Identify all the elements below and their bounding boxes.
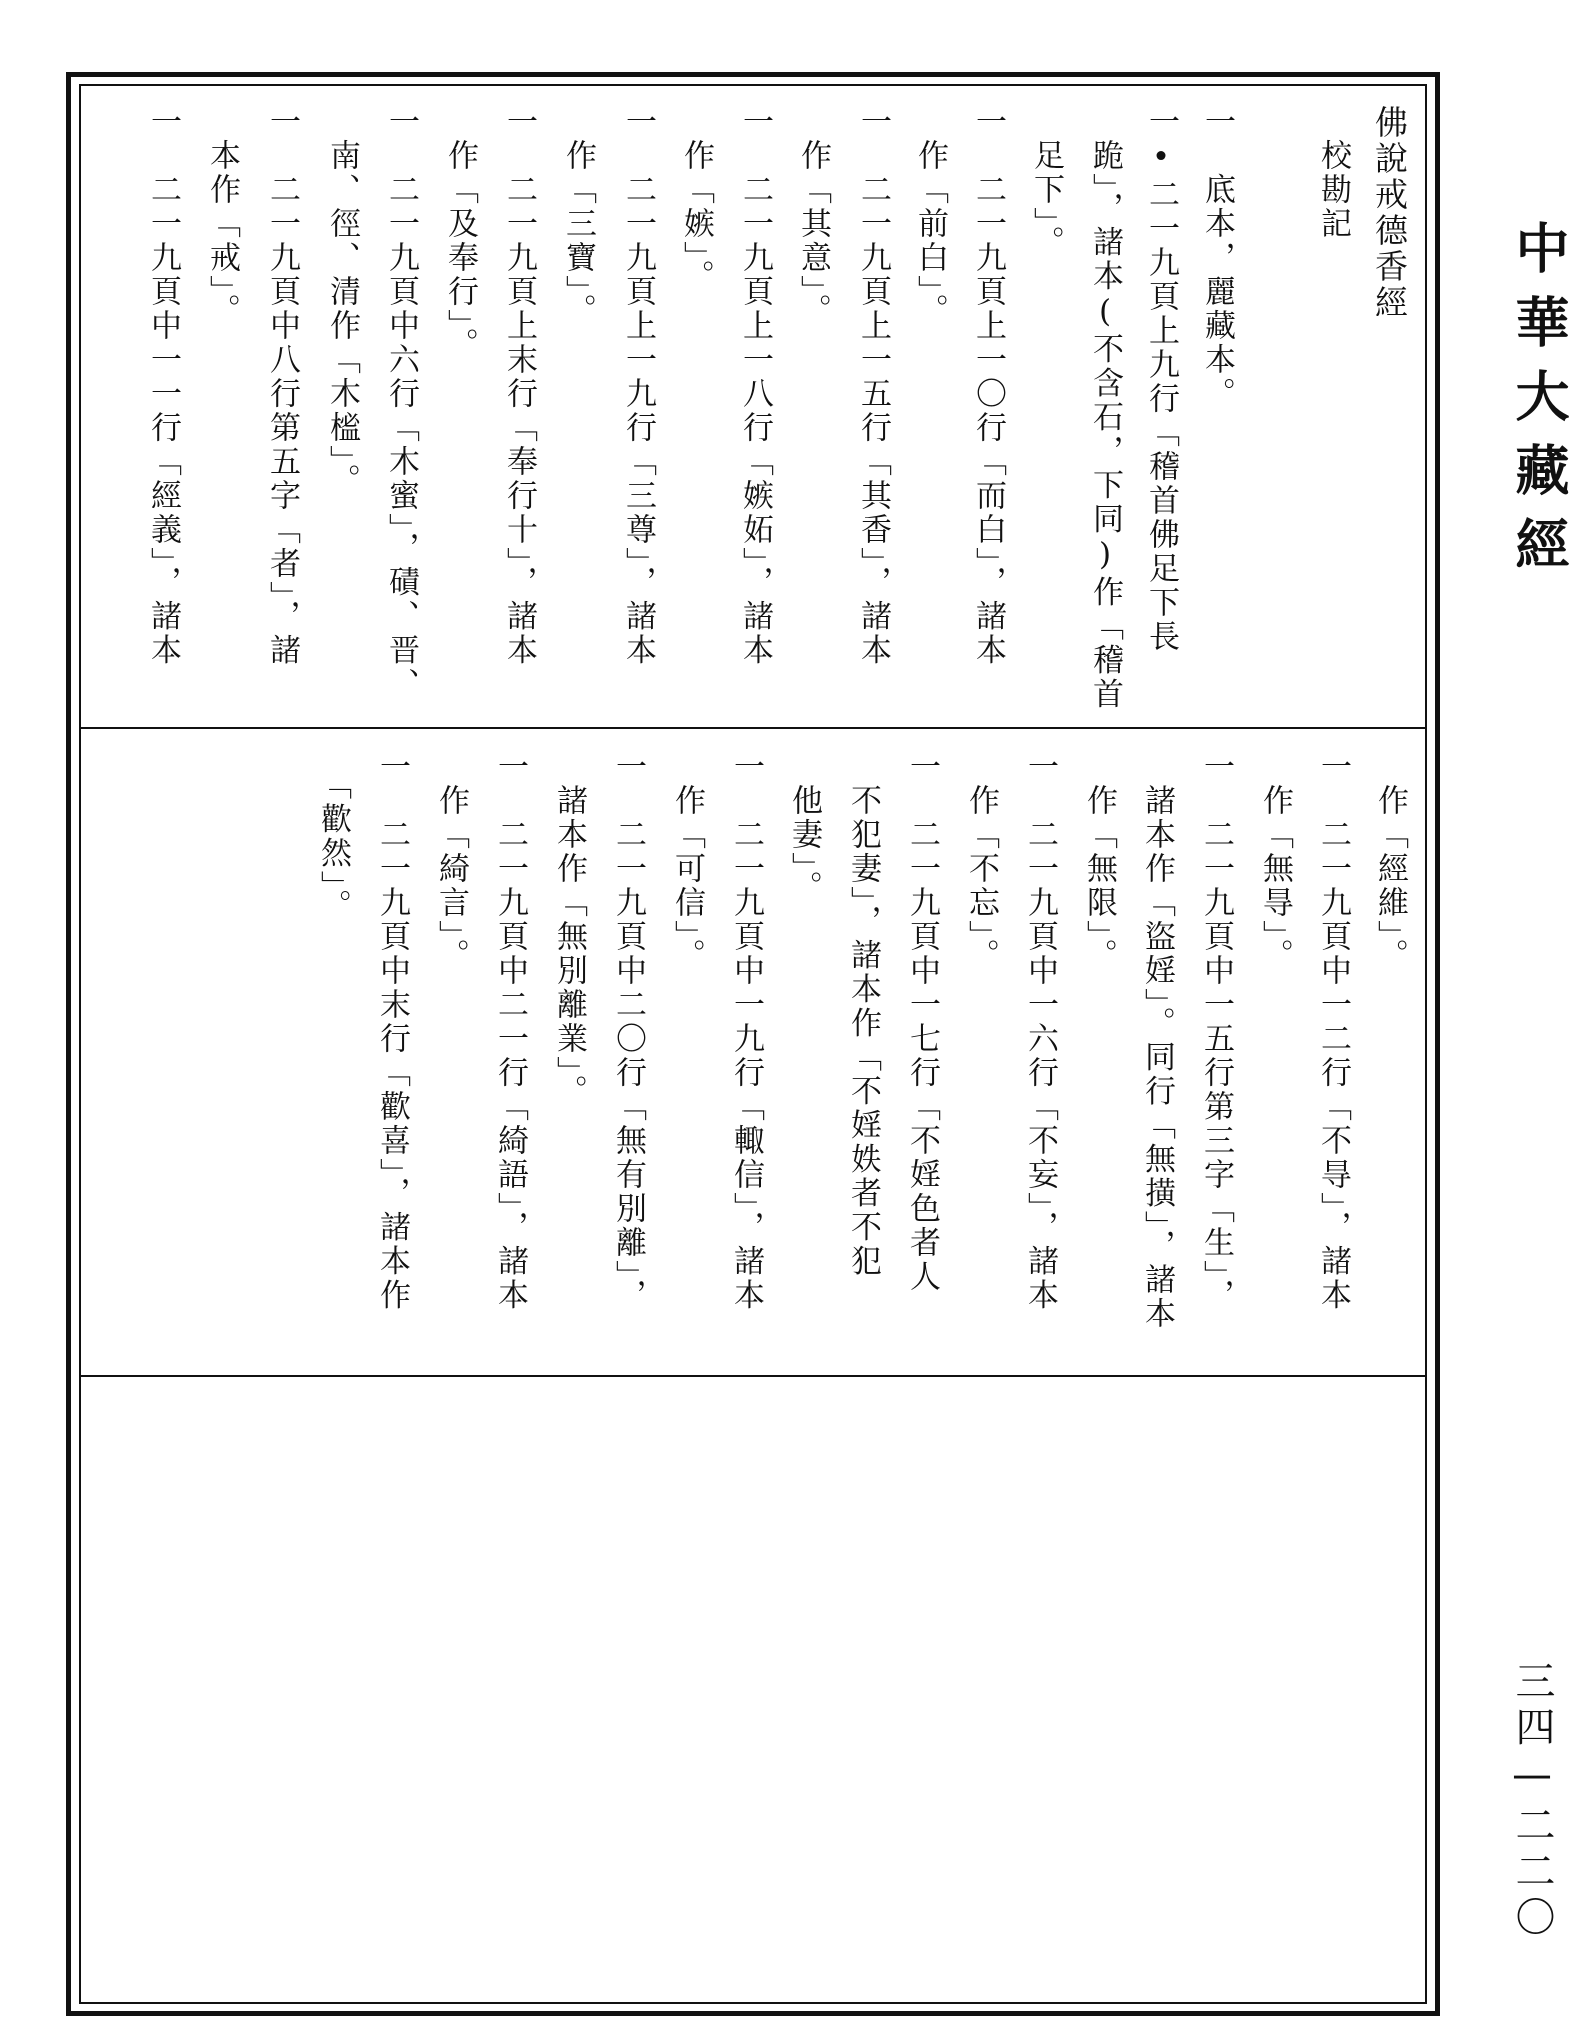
- collection-title: 中華大藏經: [1507, 220, 1570, 590]
- note-continuation: 作「綺言」。: [433, 750, 469, 973]
- note-entry: 一 底本，麗藏本。: [1199, 105, 1235, 411]
- note-entry: 一 二一九頁中一七行「不婬色者人: [904, 750, 940, 1294]
- sutra-title: 佛說戒德香經: [1370, 105, 1409, 321]
- note-entry: 一 二一九頁中一一行「經義」，諸本: [145, 105, 181, 668]
- note-continuation: 諸本作「盜婬」。同行「無撗」，諸本: [1139, 750, 1175, 1331]
- note-continuation: 作「嫉」。: [678, 105, 714, 294]
- note-entry: 一 二一九頁上一九行「三尊」，諸本: [620, 105, 656, 668]
- note-entry: 一 二一九頁中二一行「綺語」，諸本: [492, 750, 528, 1313]
- note-continuation: 作「三寶」。: [560, 105, 596, 328]
- note-entry: 一 二一九頁上一八行「嫉妬」，諸本: [737, 105, 773, 668]
- note-entry: 一 二一九頁中二〇行「無有別離」，: [610, 750, 646, 1313]
- note-continuation: 不犯妻」，諸本作「不婬妷者不犯: [845, 750, 881, 1279]
- note-continuation: 作「前白」。: [912, 105, 948, 328]
- section-divider-upper: [79, 727, 1427, 729]
- note-continuation: 作「經維」。: [1372, 750, 1408, 973]
- note-continuation: 作「不忘」。: [963, 750, 999, 973]
- note-entry: 一 二一九頁中八行第五字「者」，諸: [264, 105, 300, 668]
- note-continuation: 作「其意」。: [795, 105, 831, 328]
- note-continuation: 作「無限」。: [1081, 750, 1117, 973]
- note-continuation: 南、徑、清作「木榓」。: [324, 105, 360, 498]
- note-continuation: 「歡然」。: [315, 750, 351, 923]
- note-entry: 一 二一九頁中一六行「不妄」，諸本: [1022, 750, 1058, 1313]
- note-continuation: 作「無㝵」。: [1257, 750, 1293, 973]
- note-continuation: 作「可信」。: [669, 750, 705, 973]
- note-entry: 一 二一九頁中一五行第三字「生」，: [1198, 750, 1234, 1313]
- section-heading: 校勘記: [1315, 105, 1351, 241]
- note-entry: 一 二一九頁上一五行「其香」，諸本: [855, 105, 891, 668]
- note-entry: 一 二一九頁中末行「歡喜」，諸本作: [374, 750, 410, 1313]
- note-continuation: 作「及奉行」。: [442, 105, 478, 362]
- note-continuation: 諸本作「無別離業」。: [551, 750, 587, 1109]
- note-continuation: 本作「戒」。: [204, 105, 240, 328]
- note-entry: 一•二一九頁上九行「稽首佛足下長: [1143, 105, 1179, 654]
- page-number: 三四—二二〇: [1509, 1660, 1555, 1942]
- note-entry: 一 二一九頁上一〇行「而白」，諸本: [970, 105, 1006, 668]
- note-entry: 一 二一九頁中六行「木蜜」，磧、晋、: [383, 105, 419, 702]
- note-continuation: 他妻」。: [786, 750, 822, 905]
- note-entry: 一 二一九頁中一二行「不㝵」，諸本: [1315, 750, 1351, 1313]
- note-entry: 一 二一九頁上末行「奉行十」，諸本: [501, 105, 537, 668]
- note-continuation: 跪」，諸本(不含石，下同)作「稽首: [1087, 105, 1123, 712]
- note-entry: 一 二一九頁中一九行「輙信」，諸本: [728, 750, 764, 1313]
- section-divider-lower: [79, 1375, 1427, 1377]
- note-continuation: 足下」。: [1028, 105, 1064, 260]
